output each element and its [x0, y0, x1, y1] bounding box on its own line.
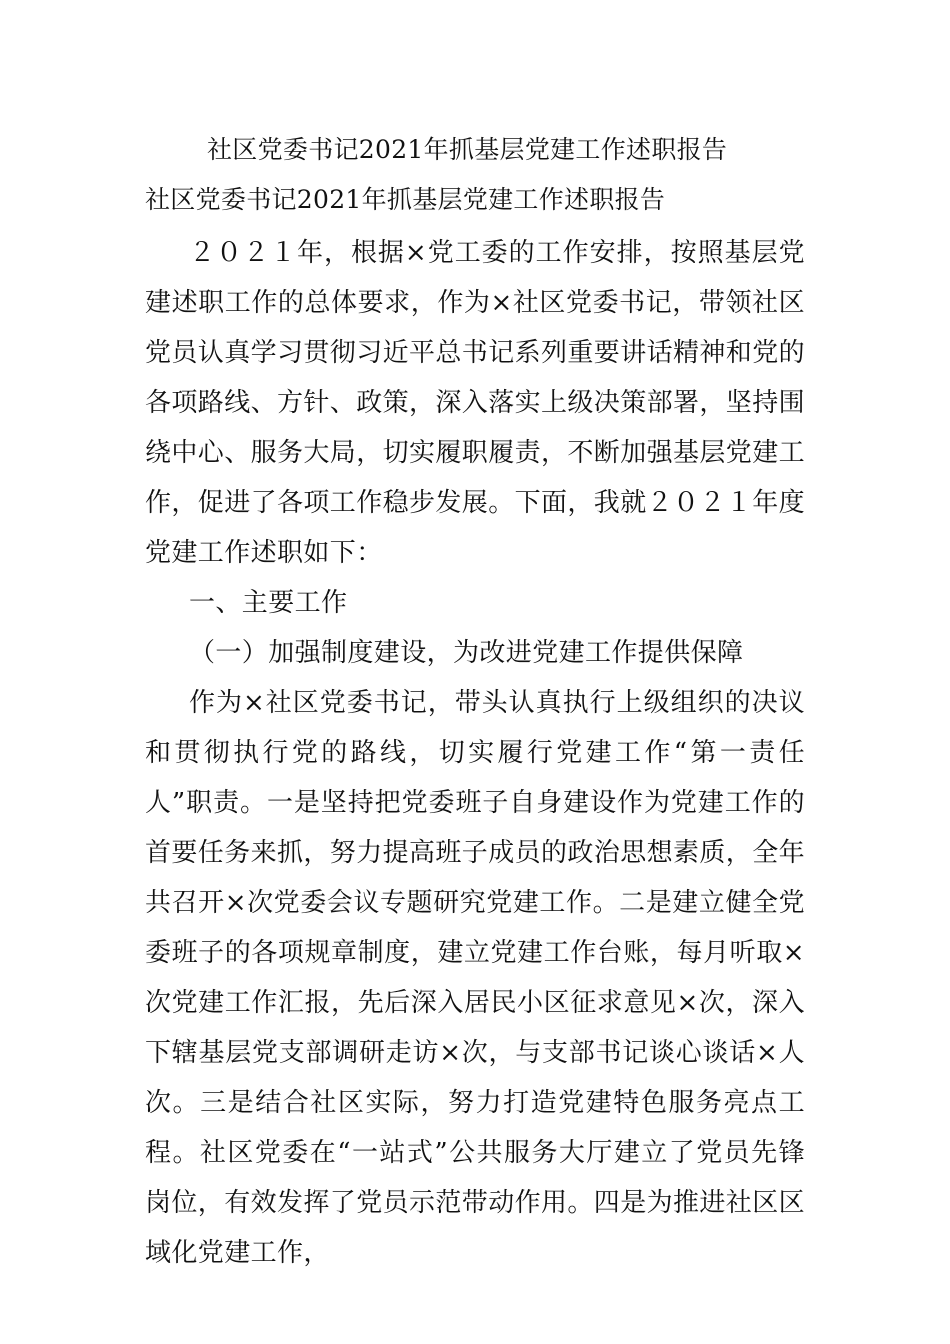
document-title-repeat: 社区党委书记2021年抓基层党建工作述职报告	[145, 185, 666, 214]
subsection-heading-system-building: （一）加强制度建设，为改进党建工作提供保障	[189, 638, 744, 668]
intro-paragraph: ２０２１年，根据×党工委的工作安排，按照基层党建述职工作的总体要求，作为×社区党委书记，带领社区党员认真学习贯彻习近平总书记系列重要讲话精神和党的各项路线、方针、政策，深入落实上级决策部署，坚持围绕中心、服务大局，切实履职履责，不断加强基层党建工作，促进了各项工作稳步发展。下面，我就２０２１年度党建工作述职如下：	[145, 238, 806, 568]
document-body	[145, 128, 805, 1278]
section-heading-main-work: 一、主要工作	[189, 588, 348, 618]
subsection-paragraph: 作为×社区党委书记，带头认真执行上级组织的决议和贯彻执行党的路线，切实履行党建工作“第一责任人”职责。一是坚持把党委班子自身建设作为党建工作的首要任务来抓，努力提高班子成员的政治思想素质，全年共召开×次党委会议专题研究党建工作。二是建立健全党委班子的各项规章制度，建立党建工作台账，每月听取×次党建工作汇报，先后深入居民小区征求意见×次，深入下辖基层党支部调研走访×次，与支部书记谈心谈话×人次。三是结合社区实际，努力打造党建特色服务亮点工程。社区党委在“一站式”公共服务大厅建立了党员先锋岗位，有效发挥了党员示范带动作用。四是为推进社区区域化党建工作，	[145, 688, 806, 1268]
document-title: 社区党委书记2021年抓基层党建工作述职报告	[207, 135, 728, 164]
